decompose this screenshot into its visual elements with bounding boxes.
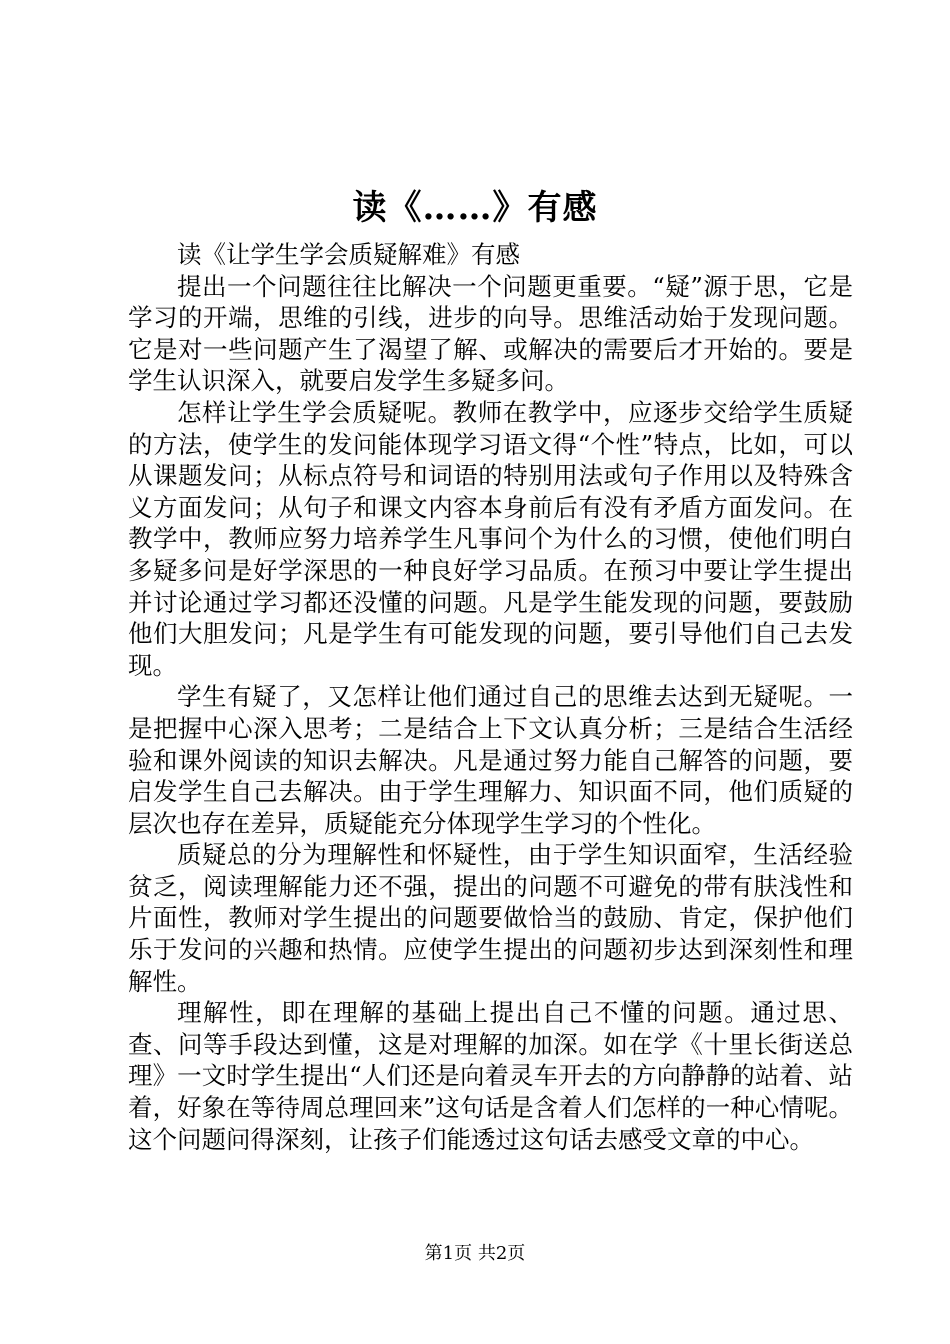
document-body [128,239,853,1155]
paragraph-3: 学生有疑了，又怎样让他们通过自己的思维去达到无疑呢。一是把握中心深入思考；二是结合上下文认真分析；三是结合生活经验和课外阅读的知识去解决。凡是通过努力能自己解答的问题，要启发学生自己去解决。由于学生理解力、知识面不同，他们质疑的层次也存在差异，质疑能充分体现学生学习的个性化。 [128,682,853,838]
paragraph-4: 质疑总的分为理解性和怀疑性，由于学生知识面窄，生活经验贫乏，阅读理解能力还不强，提出的问题不可避免的带有肤浅性和片面性，教师对学生提出的问题要做恰当的鼓励、肯定，保护他们乐于发问的兴趣和热情。应使学生提出的问题初步达到深刻性和理解性。 [128,840,853,996]
document-subtitle: 读《让学生学会质疑解难》有感 [177,240,520,269]
paragraph-1: 提出一个问题往往比解决一个问题更重要。“疑”源于思，它是学习的开端，思维的引线，进步的向导。思维活动始于发现问题。它是对一些问题产生了渴望了解、或解决的需要后才开始的。要是学生认识深入，就要启发学生多疑多问。 [128,271,853,396]
paragraph-5: 理解性，即在理解的基础上提出自己不懂的问题。通过思、查、问等手段达到懂，这是对理解的加深。如在学《十里长街送总理》一文时学生提出“人们还是向着灵车开去的方向静静的站着、站着，好象在等待周总理回来”这句话是含着人们怎样的一种心情呢。这个问题问得深刻，让孩子们能透过这句话去感受文章的中心。 [128,998,853,1154]
document-title: 读《……》有感 [352,188,598,228]
paragraph-2: 怎样让学生学会质疑呢。教师在教学中，应逐步交给学生质疑的方法，使学生的发问能体现学习语文得“个性”特点，比如，可以从课题发问；从标点符号和词语的特别用法或句子作用以及特殊含义方面发问；从句子和课文内容本身前后有没有矛盾方面发问。在教学中，教师应努力培养学生凡事问个为什么的习惯，使他们明白多疑多问是好学深思的一种良好学习品质。在预习中要让学生提出并讨论通过学习都还没懂的问题。凡是学生能发现的问题，要鼓励他们大胆发问；凡是学生有可能发现的问题，要引导他们自己去发现。 [128,397,853,680]
page-number-footer: 第1页 共2页 [424,1243,526,1264]
